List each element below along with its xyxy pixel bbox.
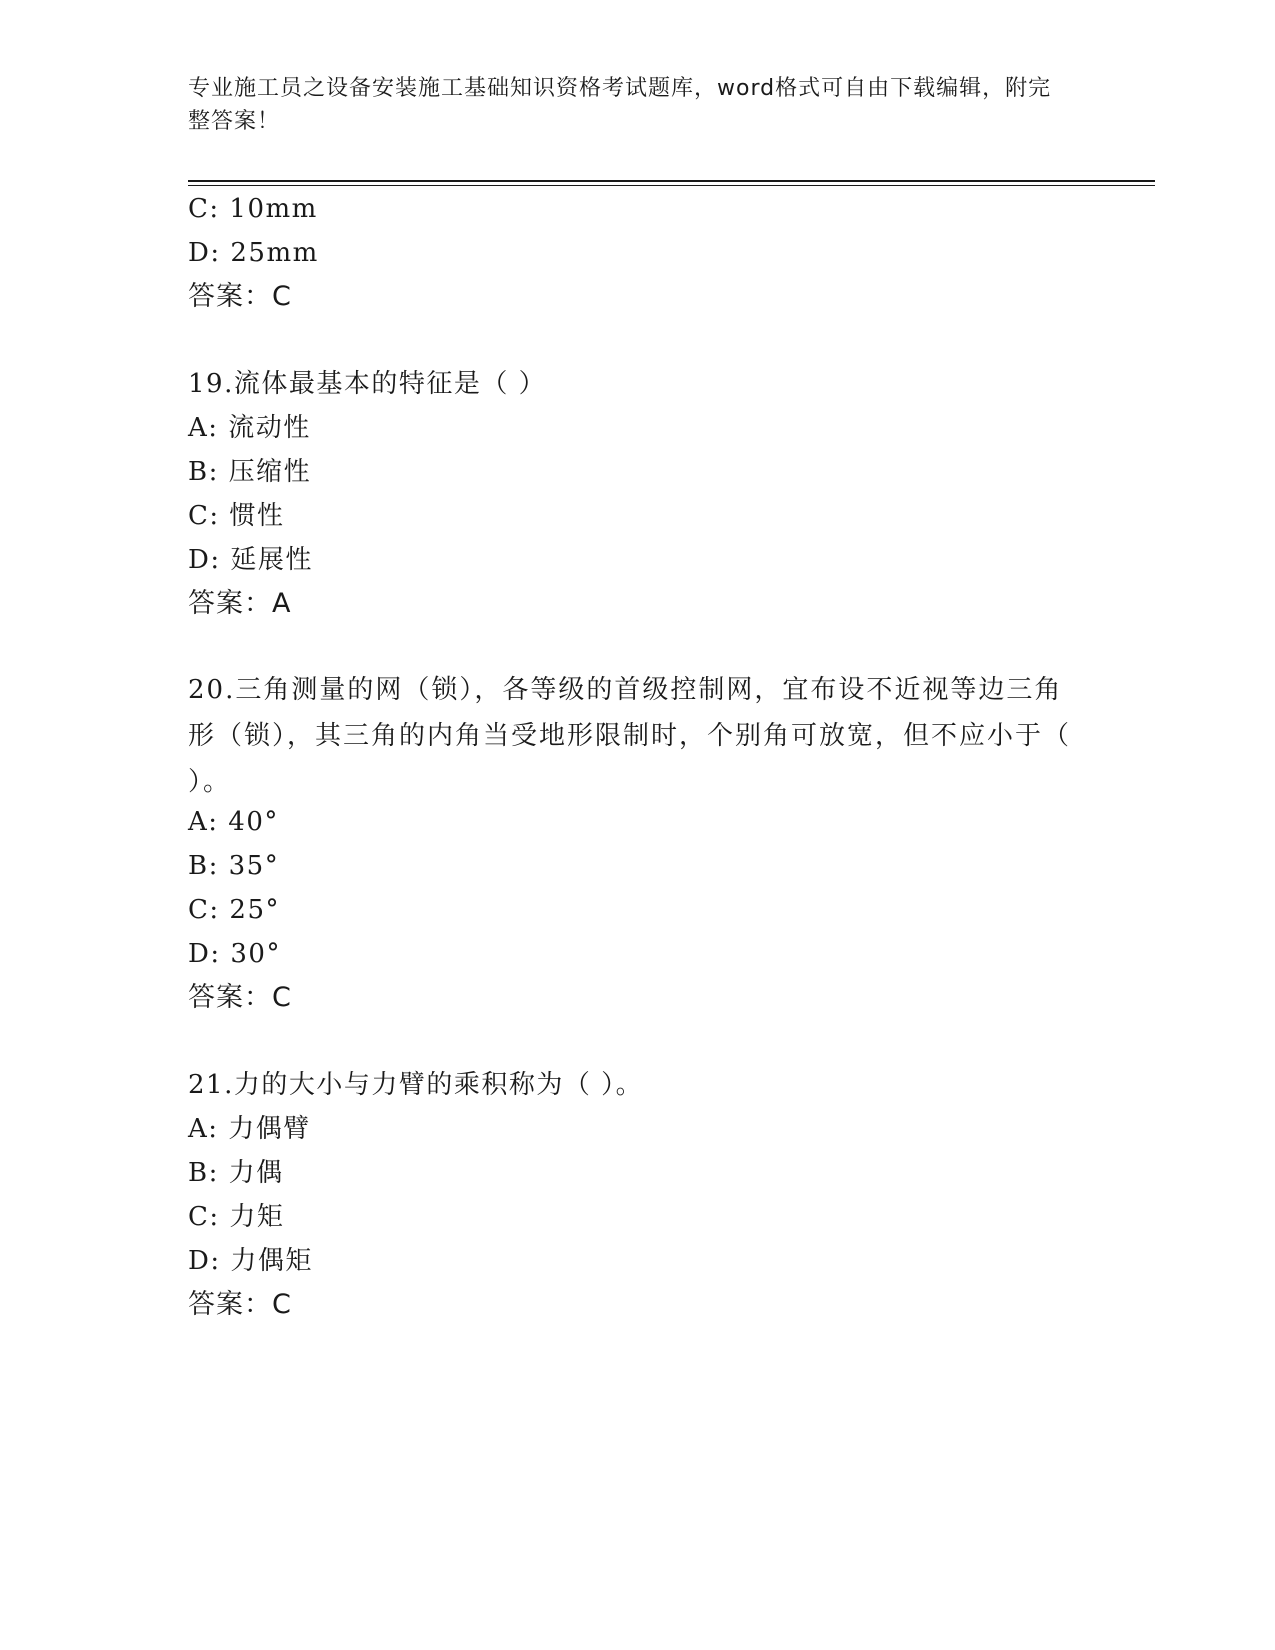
q19-option-b: B: 压缩性: [188, 457, 312, 487]
q21-option-a: A: 力偶臂: [188, 1114, 311, 1144]
header-divider-thick: [188, 180, 1155, 182]
q21-answer: 答案：C: [188, 1289, 292, 1320]
q21-option-c: C: 力矩: [188, 1202, 285, 1232]
q19-option-c: C: 惯性: [188, 501, 285, 531]
q19-option-a: A: 流动性: [188, 413, 311, 443]
q21-option-d: D: 力偶矩: [188, 1246, 313, 1276]
q20-option-c: C: 25°: [188, 895, 281, 925]
q20-option-a: A: 40°: [188, 807, 279, 837]
q19-option-d: D: 延展性: [188, 545, 313, 575]
question-20: 20.三角测量的网（锁），各等级的首级控制网，宜布设不近视等边三角形（锁），其三角的内角当受地形限制时，个别角可放宽，但不应小于（ ）。: [188, 675, 1072, 797]
question-19: 19.流体最基本的特征是（ ）: [188, 369, 547, 399]
answer-label: 答案：C: [188, 281, 292, 312]
header-divider-thin: [188, 185, 1155, 186]
option-d: D: 25mm: [188, 238, 319, 268]
q20-option-d: D: 30°: [188, 939, 281, 969]
q20-answer: 答案：C: [188, 982, 292, 1013]
option-c: C: 10mm: [188, 194, 318, 224]
q21-option-b: B: 力偶: [188, 1158, 284, 1188]
question-21: 21.力的大小与力臂的乘积称为（ ）。: [188, 1070, 644, 1100]
document-header: 专业施工员之设备安装施工基础知识资格考试题库，word格式可自由下载编辑，附完整答案！: [188, 76, 1052, 134]
q20-option-b: B: 35°: [188, 851, 280, 881]
q19-answer: 答案：A: [188, 588, 292, 619]
